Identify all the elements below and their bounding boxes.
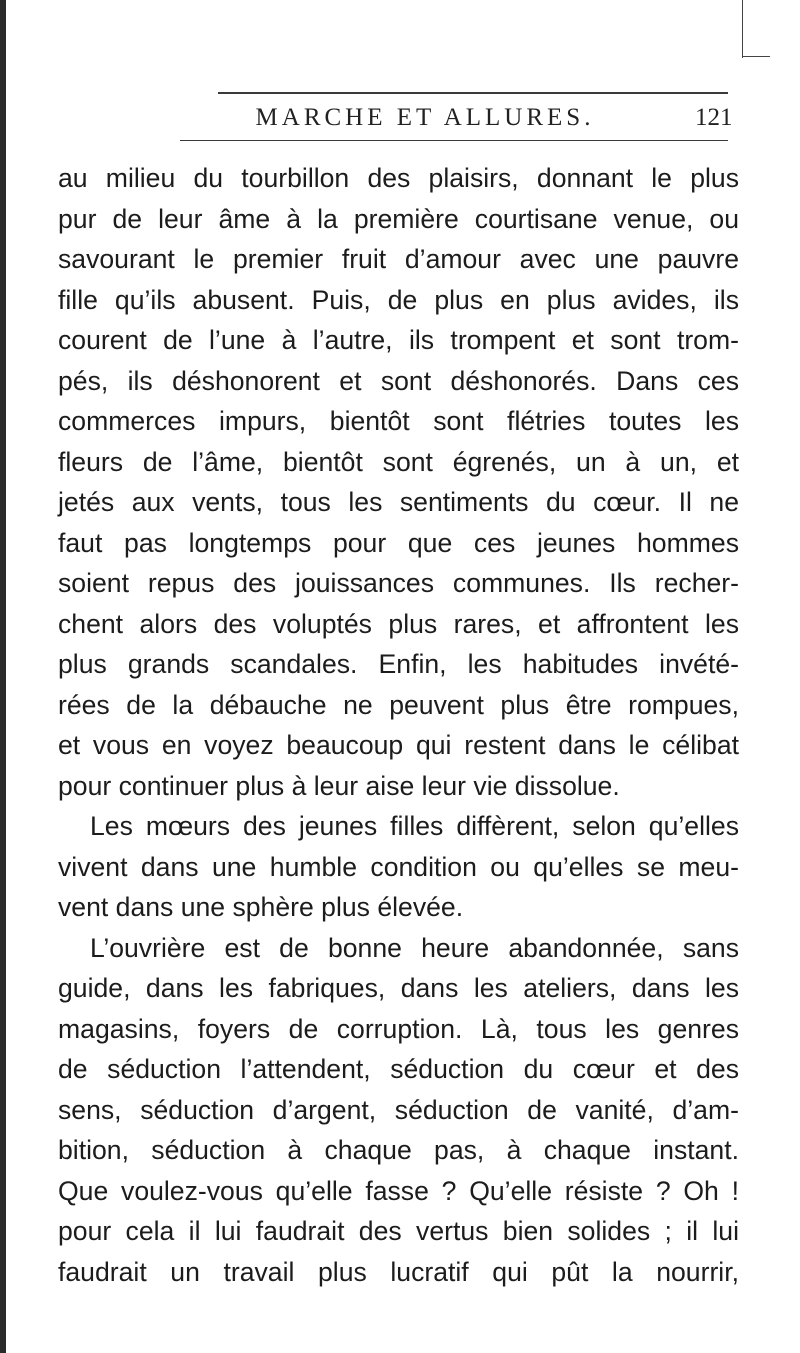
text-line: jetés aux vents, tous les sentiments du cœur. Il ne xyxy=(58,487,739,517)
text-line: vivent dans une humble condition ou qu’elles se meu- xyxy=(58,851,739,882)
text-line: bition, séduction à chaque pas, à chaque instant. xyxy=(58,1135,739,1165)
text-line: chent alors des voluptés plus rares, et affrontent les xyxy=(58,608,739,639)
text-line: au milieu du tourbillon des plaisirs, donnant le plus xyxy=(58,163,739,193)
text-line: fleurs de l’âme, bientôt sont égrenés, un à un, et xyxy=(58,446,739,477)
text-line: et vous en voyez beaucoup qui restent dans le célibat xyxy=(58,730,739,760)
text-line: de séduction l’attendent, séduction du cœur et des xyxy=(58,1054,739,1084)
header-top-rule xyxy=(218,92,728,94)
text-line: faudrait un travail plus lucratif qui pût la nourrir, xyxy=(58,1256,739,1287)
text-line: pés, ils déshonorent et sont déshonorés. Dans ces xyxy=(58,365,739,396)
text-line: savourant le premier fruit d’amour avec une pauvre xyxy=(58,244,739,274)
header-bottom-rule xyxy=(180,140,728,141)
text-line: rées de la débauche ne peuvent plus être rompues, xyxy=(58,689,739,720)
text-line: faut pas longtemps pour que ces jeunes hommes xyxy=(58,527,739,558)
text-line: pur de leur âme à la première courtisane venue, ou xyxy=(58,203,739,234)
page-binding-edge xyxy=(0,0,6,1353)
text-line: pour cela il lui faudrait des vertus bien solides ; il lui xyxy=(58,1216,739,1246)
text-line: guide, dans les fabriques, dans les ateliers, dans les xyxy=(58,973,739,1003)
text-line: magasins, foyers de corruption. Là, tous les genres xyxy=(58,1013,739,1044)
text-line: Que voulez-vous qu’elle fasse ? Qu’elle résiste ? Oh ! xyxy=(58,1175,739,1206)
text-line: Les mœurs des jeunes filles diffèrent, selon qu’elles xyxy=(90,811,739,841)
text-line: commerces impurs, bientôt sont flétries toutes les xyxy=(58,406,739,436)
text-line: soient repus des jouissances communes. Ils recher- xyxy=(58,568,739,598)
margin-mark xyxy=(742,56,770,57)
text-line: fille qu’ils abusent. Puis, de plus en plus avides, ils xyxy=(58,284,739,315)
page-header xyxy=(0,104,800,138)
running-head: MARCHE ET ALLURES. xyxy=(255,104,595,131)
page-number: 121 xyxy=(695,104,733,131)
text-line: sens, séduction d’argent, séduction de vanité, d’am- xyxy=(58,1094,739,1125)
text-line: vent dans une sphère plus élevée. xyxy=(58,892,464,922)
text-line: plus grands scandales. Enfin, les habitudes invété- xyxy=(58,649,739,679)
text-line: pour continuer plus à leur aise leur vie dissolue. xyxy=(58,770,620,801)
text-line: courent de l’une à l’autre, ils trompent et sont trom- xyxy=(58,325,739,355)
margin-mark xyxy=(742,0,743,58)
text-line: L’ouvrière est de bonne heure abandonnée, sans xyxy=(90,932,739,963)
